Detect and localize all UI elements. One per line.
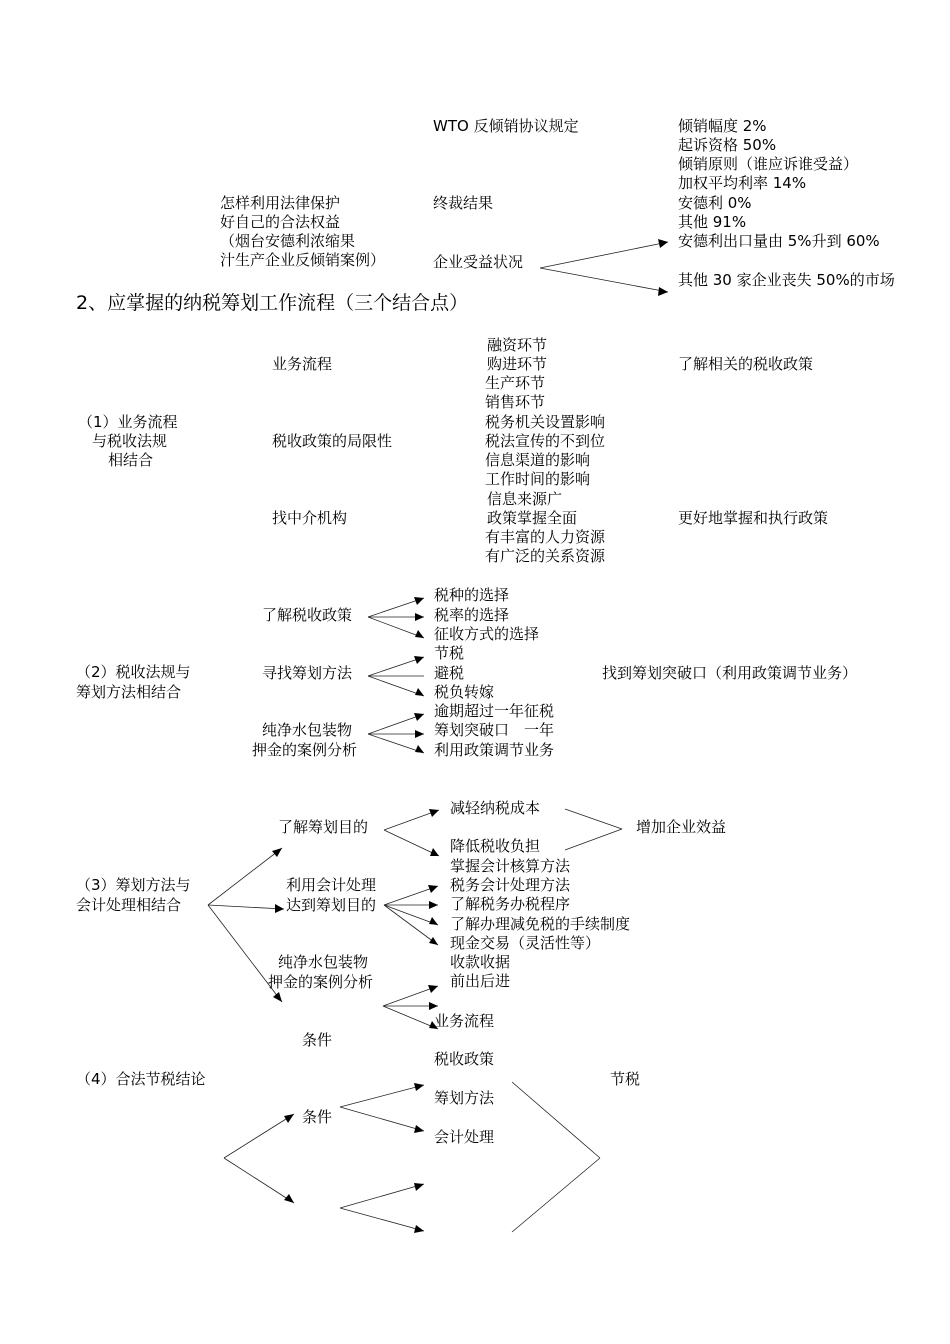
benefit-item: 安德利出口量由 5%升到 60% [678,232,880,250]
s3-item: 掌握会计核算方法 [450,857,571,875]
s3-item: 现金交易（灵活性等） [450,934,601,952]
case-title-line: 汁生产企业反倾销案例） [220,251,386,269]
wto-item: 起诉资格 50% [678,136,777,154]
s1-item: 信息渠道的影响 [485,451,591,469]
s1-title-line: 与税收法规 [92,432,168,450]
s3-item: 业务流程 [434,1012,495,1030]
s2-item: 节税 [434,644,465,662]
s3-item: 前出后进 [450,972,511,990]
s3-title-line: 会计处理相结合 [76,896,182,914]
s1-label: 税收政策的局限性 [272,432,393,450]
s1-item: 税务机关设置影响 [485,413,606,431]
benefit-label: 企业受益状况 [433,253,524,271]
s2-item: 税种的选择 [434,586,510,604]
section-heading: 2、应掌握的纳税筹划工作流程（三个结合点） [76,292,469,314]
s4-item: 税收政策 [434,1050,495,1068]
s3-item: 了解办理减免税的手续制度 [450,915,631,933]
s1-item: 政策掌握全面 [487,509,578,527]
s2-label: 纯净水包装物 [262,721,353,739]
s2-label: 寻找筹划方法 [262,664,353,682]
wto-item: 倾销幅度 2% [678,117,767,135]
final-result-item: 其他 91% [678,213,747,231]
s1-item: 购进环节 [487,355,548,373]
wto-item: 加权平均利率 14% [678,174,807,192]
s1-item: 工作时间的影响 [485,470,591,488]
s1-label: 业务流程 [272,355,333,373]
s2-item: 征收方式的选择 [434,625,540,643]
s1-item: 信息来源广 [487,490,563,508]
s3-label: 纯净水包装物 [278,953,369,971]
s2-item: 避税 [434,664,465,682]
s1-item: 生产环节 [485,374,546,392]
s4-condition: 条件 [302,1108,333,1126]
s2-item: 利用政策调节业务 [434,741,555,759]
s1-item: 有广泛的关系资源 [485,547,606,565]
s3-item: 税务会计处理方法 [450,876,571,894]
s4-item: 筹划方法 [434,1089,495,1107]
wto-label: WTO 反倾销协议规定 [433,117,579,135]
s3-label: 了解筹划目的 [278,818,369,836]
s3-title-line: （3）筹划方法与 [76,876,191,894]
s1-item: 融资环节 [487,336,548,354]
s3-item: 降低税收负担 [450,837,541,855]
case-title-line: （烟台安德利浓缩果 [220,232,356,250]
s3-item: 减轻纳税成本 [450,799,541,817]
s2-item: 税率的选择 [434,606,510,624]
s3-label: 押金的案例分析 [268,973,374,991]
s1-title-line: 相结合 [108,451,154,469]
wto-item: 倾销原则（谁应诉谁受益） [678,155,859,173]
s2-title-line: 筹划方法相结合 [76,683,182,701]
final-result-label: 终裁结果 [433,194,494,212]
s1-right: 更好地掌握和执行政策 [678,509,829,527]
s3-label: 利用会计处理 [286,876,377,894]
s1-item: 销售环节 [485,393,546,411]
s2-item: 税负转嫁 [434,683,495,701]
s3-right: 增加企业效益 [636,818,727,836]
s2-label: 押金的案例分析 [252,741,358,759]
s1-label: 找中介机构 [272,509,348,527]
s3-label: 达到筹划目的 [286,896,377,914]
s1-right: 了解相关的税收政策 [678,355,814,373]
s2-right: 找到筹划突破口（利用政策调节业务） [602,664,858,682]
benefit-item: 其他 30 家企业丧失 50%的市场 [678,271,895,289]
s3-item: 了解税务办税程序 [450,895,571,913]
case-title-line: 怎样利用法律保护 [220,194,341,212]
s4-condition: 条件 [302,1031,333,1049]
s4-right: 节税 [610,1070,641,1088]
s2-item: 逾期超过一年征税 [434,702,555,720]
s2-label: 了解税收政策 [262,606,353,624]
s1-item: 税法宣传的不到位 [485,432,606,450]
s4-title: （4）合法节税结论 [76,1070,206,1088]
s2-title-line: （2）税收法规与 [76,663,191,681]
s1-title-line: （1）业务流程 [78,413,178,431]
s3-item: 收款收据 [450,953,511,971]
s1-item: 有丰富的人力资源 [485,528,606,546]
s4-item: 会计处理 [434,1128,495,1146]
case-title-line: 好自己的合法权益 [220,213,341,231]
s2-item: 筹划突破口 一年 [434,721,555,739]
final-result-item: 安德利 0% [678,194,752,212]
